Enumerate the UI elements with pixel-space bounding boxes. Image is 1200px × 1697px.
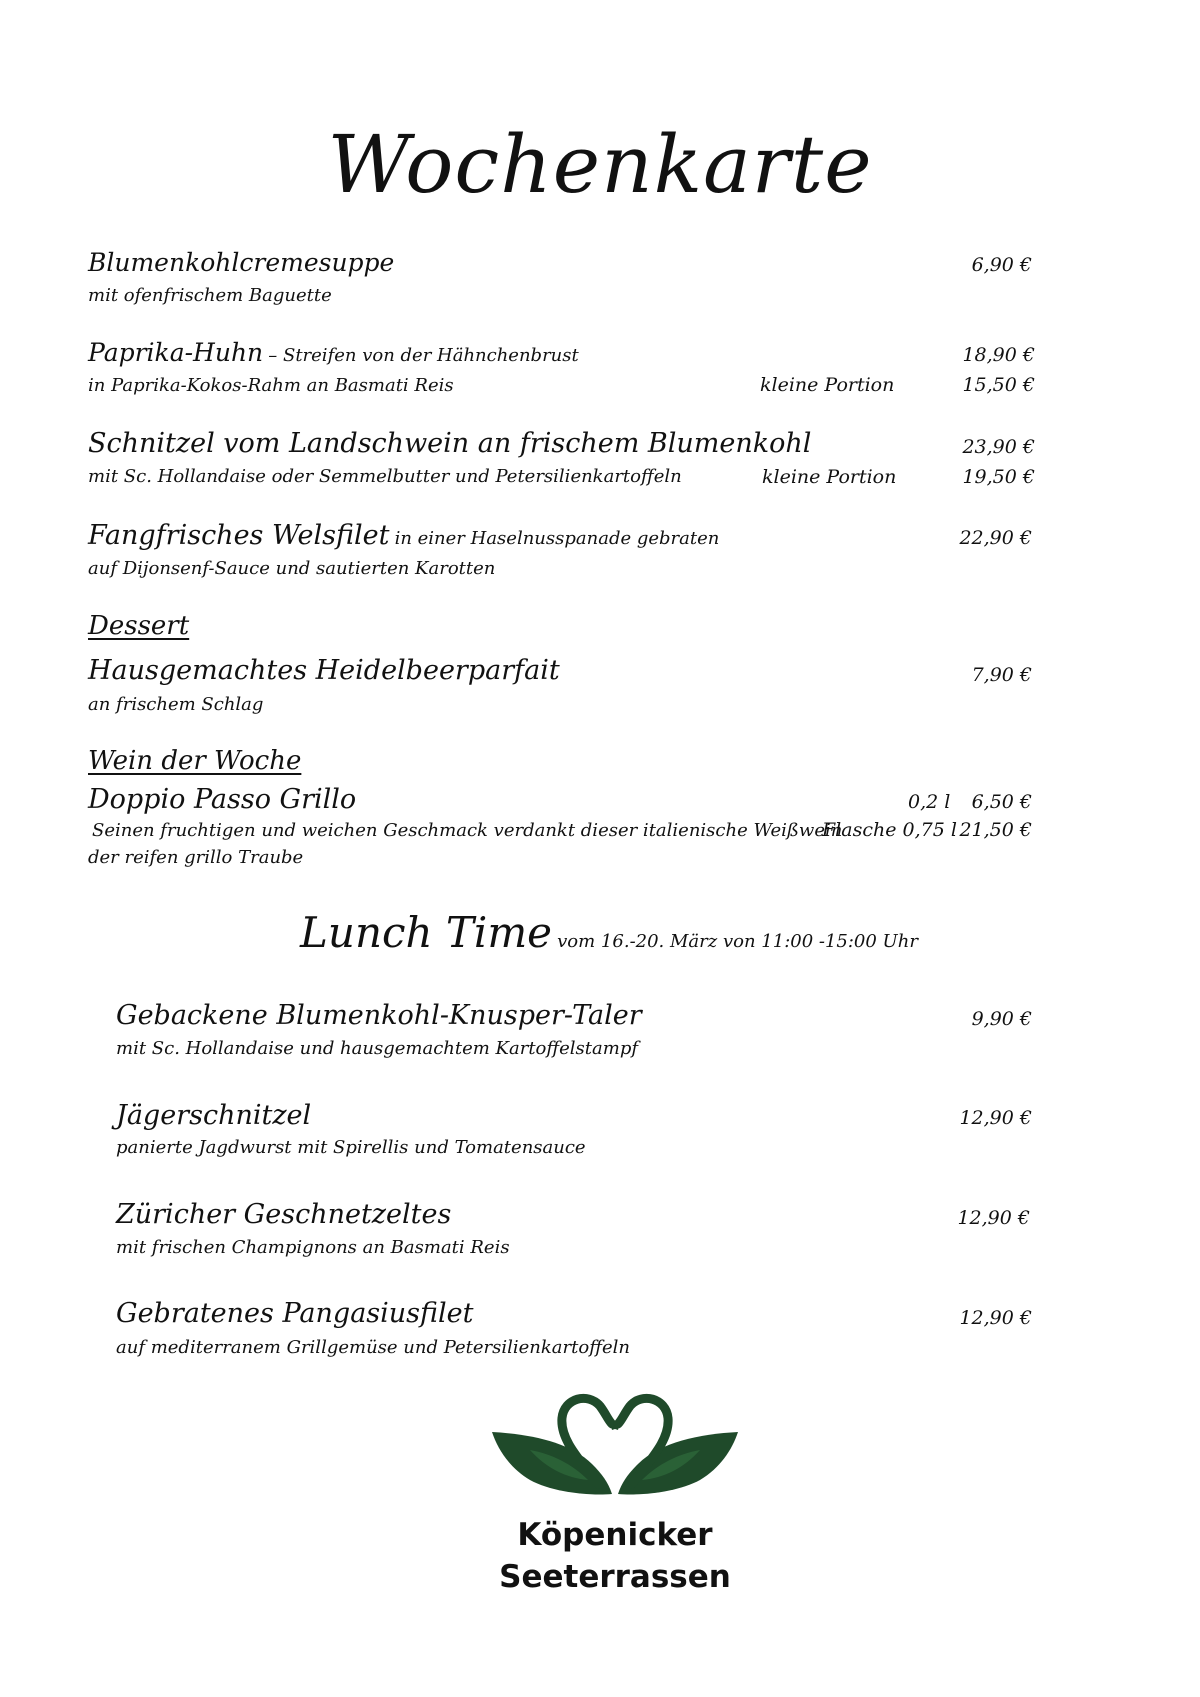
- dessert-heading: Dessert: [88, 611, 190, 641]
- restaurant-logo: [490, 1388, 740, 1628]
- dish-name: Paprika-Huhn: [88, 338, 264, 367]
- lunch-item-price: 9,90 €: [971, 1008, 1032, 1030]
- wine-description-line1: Seinen fruchtigen und weichen Geschmack verdankt dieser italienische Weißwein: [92, 820, 843, 841]
- lunch-item-price: 12,90 €: [959, 1307, 1032, 1329]
- small-portion-price: 19,50 €: [962, 466, 1035, 488]
- wine-bottle-size: Flasche 0,75 l: [822, 819, 957, 841]
- dish-price: 6,90 €: [971, 254, 1032, 276]
- lunch-item-description: auf mediterranem Grillgemüse und Petersilienkartoffeln: [116, 1337, 630, 1358]
- dish-description: mit ofenfrischem Baguette: [88, 285, 332, 306]
- wine-description-line2: der reifen grillo Traube: [88, 847, 304, 868]
- dish-name: Blumenkohlcremesuppe: [88, 248, 395, 277]
- lunch-item-description: mit frischen Champignons an Basmati Reis: [116, 1237, 510, 1258]
- two-swans-heart-icon: [490, 1388, 740, 1500]
- lunch-title: Lunch Time: [300, 908, 553, 957]
- dish-description: in Paprika-Kokos-Rahm an Basmati Reis: [88, 375, 454, 396]
- lunch-item-description: panierte Jagdwurst mit Spirellis und Tomatensauce: [116, 1137, 586, 1158]
- dish-price: 18,90 €: [962, 344, 1035, 366]
- lunch-item-price: 12,90 €: [959, 1107, 1032, 1129]
- wine-bottle-price: 21,50 €: [959, 819, 1032, 841]
- lunch-item-name: Züricher Geschnetzeltes: [116, 1199, 452, 1230]
- lunch-item-name: Jägerschnitzel: [116, 1100, 312, 1131]
- dish-name: Schnitzel vom Landschwein an frischem Blumenkohl: [88, 428, 812, 459]
- lunch-header: [300, 908, 918, 957]
- lunch-item-description: mit Sc. Hollandaise und hausgemachtem Kartoffelstampf: [116, 1038, 639, 1059]
- wine-name: Doppio Passo Grillo: [88, 784, 357, 815]
- small-portion-label: kleine Portion: [762, 466, 897, 488]
- wine-glass-size: 0,2 l: [908, 791, 951, 813]
- dish-title-line: [88, 338, 579, 367]
- dish-price: 23,90 €: [962, 436, 1035, 458]
- small-portion-label: kleine Portion: [760, 374, 895, 396]
- dish-name-suffix: – Streifen von der Hähnchenbrust: [268, 345, 579, 366]
- logo-line1: Köpenicker: [517, 1517, 713, 1553]
- page-title: Wochenkarte: [327, 118, 873, 211]
- dish-name-suffix: in einer Haselnusspanade gebraten: [394, 528, 720, 549]
- wine-glass-price: 6,50 €: [971, 791, 1032, 813]
- dish-price: 22,90 €: [959, 527, 1032, 549]
- dish-description: mit Sc. Hollandaise oder Semmelbutter und Petersilienkartoffeln: [88, 466, 682, 487]
- dish-name: Hausgemachtes Heidelbeerparfait: [88, 655, 560, 686]
- dish-price: 7,90 €: [971, 664, 1032, 686]
- lunch-subtitle: vom 16.-20. März von 11:00 -15:00 Uhr: [557, 931, 918, 952]
- logo-line2: Seeterrassen: [499, 1559, 731, 1595]
- small-portion-price: 15,50 €: [962, 374, 1035, 396]
- dish-description: an frischem Schlag: [88, 694, 264, 715]
- dish-description: auf Dijonsenf-Sauce und sautierten Karotten: [88, 558, 496, 579]
- dish-name: Fangfrisches Welsfilet: [88, 520, 390, 551]
- lunch-item-name: Gebratenes Pangasiusfilet: [116, 1298, 474, 1329]
- wine-heading: Wein der Woche: [88, 746, 302, 776]
- lunch-item-name: Gebackene Blumenkohl-Knusper-Taler: [116, 1000, 642, 1031]
- lunch-item-price: 12,90 €: [957, 1207, 1030, 1229]
- dish-title-line: [88, 520, 719, 551]
